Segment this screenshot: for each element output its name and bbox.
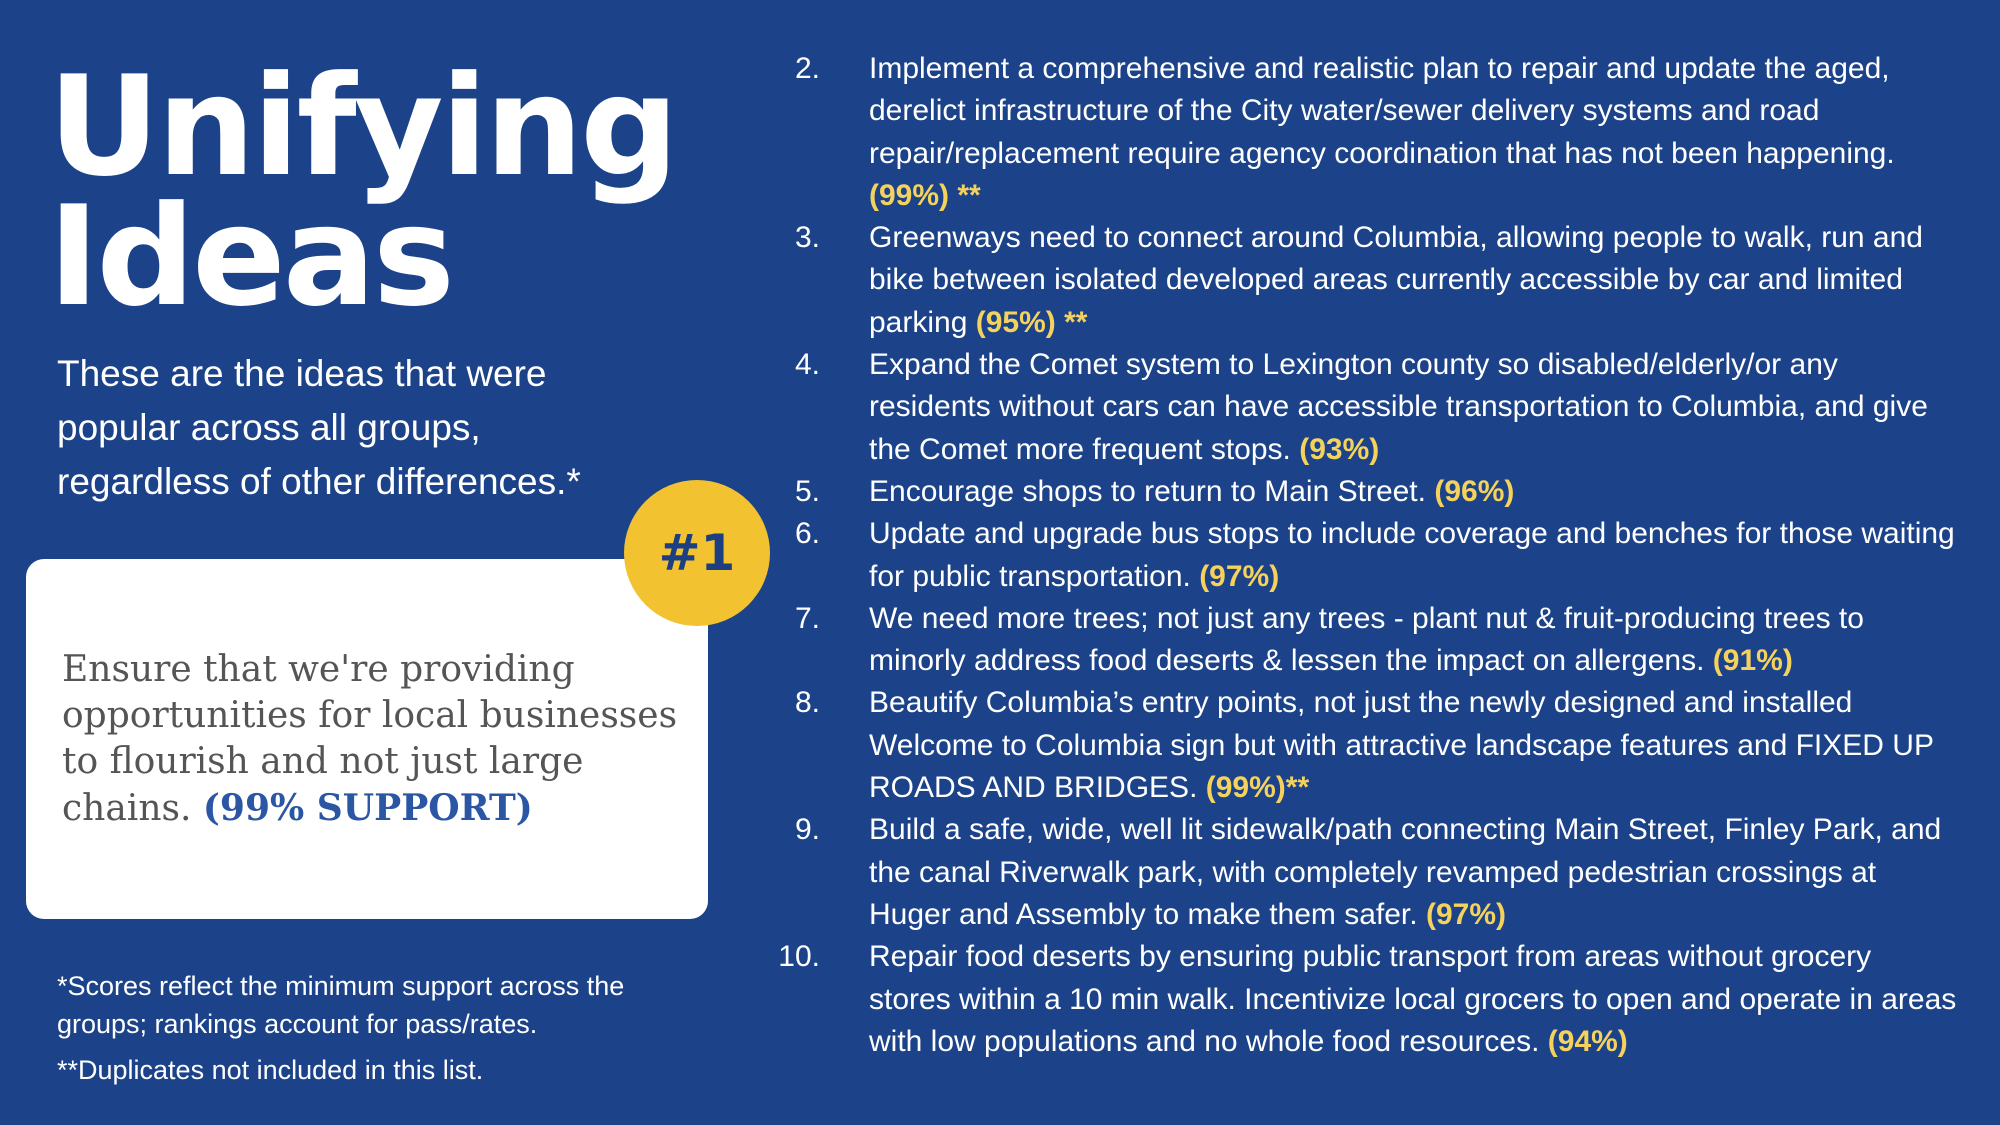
- list-item-number: 4.: [794, 348, 820, 382]
- ideas-list: [760, 48, 1960, 1063]
- list-item-text: Implement a comprehensive and realistic plan to repair and update the aged, derelict infrastructure of the City water/sewer delivery systems and road repair/replacement require agency coordination that has not been happening.: [869, 52, 1895, 170]
- list-item-text: Expand the Comet system to Lexington county so disabled/elderly/or any residents without cars can have accessible transportation to Columbia, and give the Comet more frequent stops.: [869, 348, 1928, 466]
- list-item-support: (94%): [1547, 1024, 1628, 1058]
- list-item-number: 10.: [778, 940, 820, 974]
- subtitle: These are the ideas that were popular across all groups, regardless of other differences.*: [57, 353, 581, 502]
- list-item: [760, 344, 1960, 471]
- list-item: [760, 936, 1960, 1063]
- list-item-number: 2.: [794, 52, 820, 85]
- footnote-duplicates: **Duplicates not included in this list.: [57, 1055, 484, 1085]
- list-item: [760, 471, 1960, 513]
- top-idea-support: (99% SUPPORT): [202, 787, 533, 829]
- list-item: [760, 513, 1960, 598]
- list-item-text: Encourage shops to return to Main Street.: [869, 474, 1426, 508]
- list-item-text: We need more trees; not just any trees - plant nut & fruit-producing trees to minorly address food deserts & lessen the impact on allergens.: [869, 601, 1864, 678]
- list-item-number: 7.: [794, 601, 820, 635]
- list-item-text: Build a safe, wide, well lit sidewalk/path connecting Main Street, Finley Park, and the canal Riverwalk park, with completely revamped pedestrian crossings at Huger and Assembly to make them safer.: [869, 813, 1942, 931]
- list-item-text: Greenways need to connect around Columbia, allowing people to walk, run and bike between isolated developed areas currently accessible by car and limited parking: [869, 221, 1923, 339]
- list-item-number: 9.: [794, 813, 820, 847]
- list-item-support: (97%): [1199, 559, 1280, 593]
- list-item-text: Repair food deserts by ensuring public transport from areas without grocery stores within a 10 min walk. Incentivize local grocers to open and operate in areas with low populations and no whole food resources.: [869, 940, 1957, 1058]
- list-item-number: 3.: [794, 221, 820, 255]
- list-item: [760, 598, 1960, 683]
- page-title: [48, 46, 676, 337]
- list-item-text: Update and upgrade bus stops to include coverage and benches for those waiting for public transportation.: [869, 517, 1955, 593]
- list-item-support: (99%) **: [869, 178, 981, 212]
- list-item: [760, 217, 1960, 344]
- list-item-support: (97%): [1425, 897, 1506, 931]
- list-item-number: 8.: [794, 686, 820, 720]
- top-idea-card: [26, 559, 708, 919]
- list-item-support: (93%): [1299, 432, 1380, 466]
- list-item-number: 6.: [794, 517, 820, 551]
- footnote-scores: *Scores reflect the minimum support across the groups; rankings account for pass/rates.: [57, 971, 625, 1039]
- top-idea-text-block: [62, 647, 682, 832]
- title-line-1: Unifying: [48, 46, 676, 207]
- list-item-support: (91%): [1712, 644, 1793, 678]
- list-item: [760, 48, 1960, 217]
- footnotes: [57, 967, 717, 1097]
- list-item-support: (95%) **: [975, 305, 1088, 339]
- list-item: [760, 809, 1960, 936]
- list-item-support: (99%)**: [1205, 771, 1310, 805]
- list-item-text: Beautify Columbia’s entry points, not just the newly designed and installed Welcome to Columbia sign but with attractive landscape features and FIXED UP ROADS AND BRIDGES.: [869, 686, 1934, 805]
- list-item: [760, 682, 1960, 809]
- rank-badge: #1: [624, 480, 770, 626]
- top-idea-text: Ensure that we're providing opportunities for local businesses to flourish and not just large chains.: [62, 649, 678, 829]
- list-item-support: (96%): [1434, 474, 1515, 508]
- list-item-number: 5.: [794, 474, 820, 508]
- title-line-2: Ideas: [48, 176, 452, 337]
